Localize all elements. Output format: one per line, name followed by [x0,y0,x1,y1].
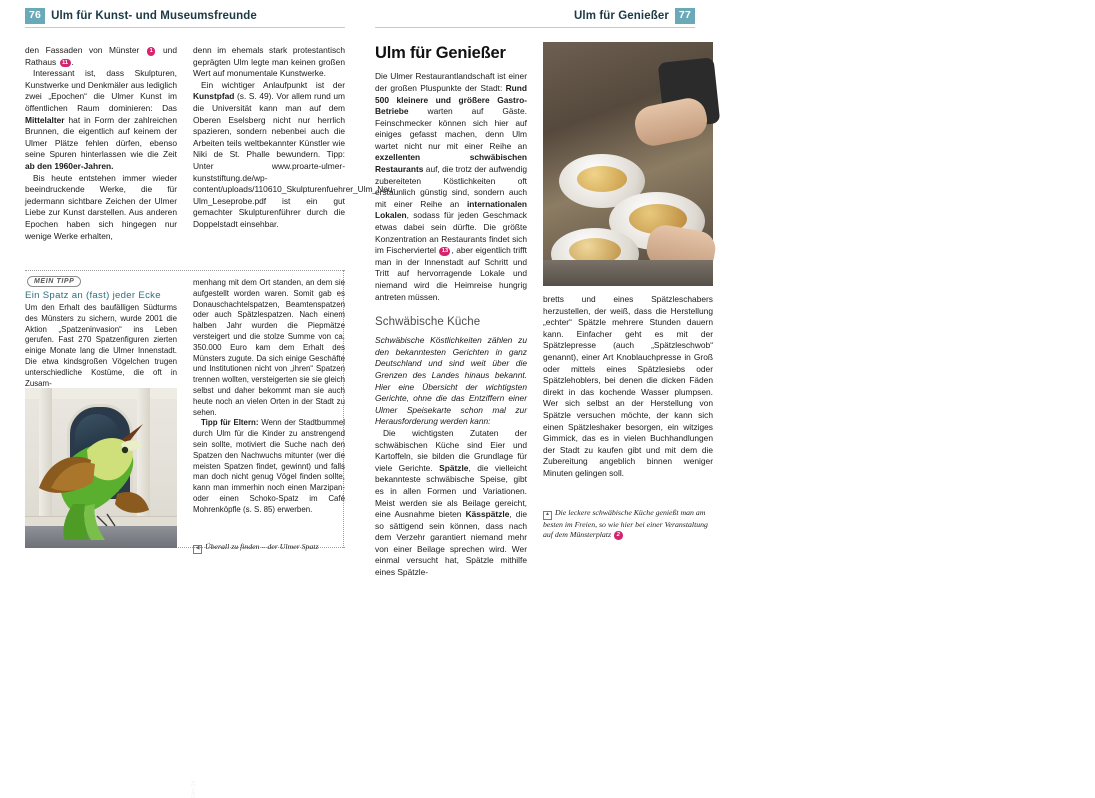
caption-text: Die leckere schwäbische Küche genießt man am besten im Freien, so wie hier bei einer Veranstaltung auf dem Münsterplatz [543,508,708,540]
photo-credit: Ulm 24 [191,780,197,798]
paragraph: Bis heute entstehen immer wieder beeindruckende Werke, die für jedermann sichtbare Zeichen der Ulmer Liebe zur Kunst darstellen. Aus anderen Epochen haben sich hingegen nur wenige Werke erhalten, [25,172,177,241]
header-rule-left [25,27,345,28]
running-head-right [574,8,695,24]
paragraph: Interessant ist, dass Skulpturen, Kunstwerke und Denkmäler aus lediglich zwei „Epochen“ die Ulmer Kunst im öffentlichen Raum dominieren: Das Mittelalter hat in Form der zahlreichen Brunnen, die eigentlich auf keinem der Ulmer Plätze fehlen dürfen, ebenso seine Spuren hinterlassen wie die Zeit ab den 1960er-Jahren. [25,68,177,171]
photo-schwaebische-kueche [543,42,1095,286]
running-head-left [25,8,257,24]
paragraph: denn im ehemals stark protestantisch geprägten Ulm legte man keinen großen Wert auf monumentale Kunstwerke. [193,45,345,79]
paragraph: Die wichtigsten Zutaten der schwäbischen Küche sind Eier und Kartoffeln, sie bilden die Grundlage für viele Gerichte. Spätzle, die vielleicht bekannteste schwäbische Speise, gibt es in allen Formen und Variationen. Meist werden sie als Beilage gereicht, eine Ausnahme bieten Kässpätzle, die so sättigend sein können, dass nach dem Verzehr garantiert niemand mehr von einer Beilage sprechen wird. Wer einmal versucht hat, Spätzle mithilfe eines Spätzle- [375,427,527,578]
chapter-title-left: Ulm für Kunst- und Museumsfreunde [51,9,257,22]
caption-arrow-icon: ▲ [543,511,552,520]
tipp-column-2 [193,278,345,516]
poi-marker-muenster: 1 [147,47,156,56]
paragraph: bretts und eines Spätzleschabers herzustellen, der weiß, dass die Herstellung „echter“ Spätzle mehrere Stunden dauern kann. Einfacher geht es mit der Spätzlepresse (auch „Spätzleschwob“ genannt), einer Art Knoblauchpresse in Groß oder mittels eines Spätzlesiebs oder Spätzlehoblers, bei denen die dicken Fäden direkt in das kochende Wasser plumpsen. Wer sich selbst an der Herstellung von Spätzle versuchen möchte, der kann sich einen Spätzleshaker besorgen, ein witziges Gimmick, das es in vielen Buchhandlungen der Stadt zu kaufen gibt und mit dem die Zubereitung angeblich binnen weniger Minuten gelingen soll. [543,294,713,478]
poi-marker-muensterplatz: 2 [614,531,623,540]
tipp-column-1 [25,303,177,389]
text-column-3 [375,45,527,579]
sparrow-sculpture-icon [25,388,177,548]
poi-marker-rathaus: 11 [60,59,71,68]
page-number-left: 76 [25,8,45,24]
mein-tipp-badge: MEIN TIPP [27,276,81,287]
text-column-1 [25,45,177,242]
paragraph-italic-intro: Schwäbische Köstlichkeiten zählen zu den bekanntesten Gerichten in ganz Deutschland und sind weit über die Grenzen des Landes hinaus bekannt. Hier eine Übersicht der wichtigsten Gerichte, ohne die das Entziffern einer Ulmer Speisekarte schon mal zur Herausforderung werden kann: [375,335,527,427]
tipp-heading: Ein Spatz an (fast) jeder Ecke [25,290,161,301]
page-title: Ulm für Genießer [375,44,506,62]
poi-marker-fischerviertel: 13 [439,247,450,256]
photo-ulmer-spatz [25,388,197,798]
text-column-4 [543,294,713,480]
chapter-title-right: Ulm für Genießer [574,9,669,22]
paragraph: den Fassaden von Münster 1 und Rathaus 11 . [25,45,177,67]
header-rule-right [375,27,695,28]
paragraph: Die Ulmer Restaurantlandschaft ist einer der großen Pluspunkte der Stadt: Rund 500 kleinere und größere Gastro-Betriebe warten auf Gäste. Feinschmecker können sich hier auf einiges gefasst machen, denn Ulm wartet nicht nur mit einer Reihe an exzellenten schwäbischen Restaurants auf, die trotz der aufwendig zubereiteten Köstlichkeiten oft erstaunlich günstig sind, sondern auch mit einer Reihe an internationalen Lokalen, sodass für jeden Geschmack etwas dabei sein dürfte. Die größte Konzentration an Restaurants findet sich im Fischerviertel 13 , aber eigentlich trifft man in der Innenstadt auf Schritt und Tritt auf hervorragende Lokale und niemand wird die Heimreise hungrig antreten müssen. [375,71,527,302]
caption-ulmer-spatz [193,542,345,554]
caption-arrow-icon: ◀ [193,545,202,554]
caption-text: Überall zu finden – der Ulmer Spatz [205,542,319,551]
paragraph: Tipp für Eltern: Wenn der Stadtbummel durch Ulm für die Kinder zu anstrengend sein sollte, motiviert die Suche nach den Spatzen den Nachwuchs mitunter (wer die meisten Spatzen findet, gewinnt) und falls man doch nicht genug Vögel finden sollte, kann man immerhin noch einen Marzipan- oder einen Schoko-Spatz im Café Mohrenköpfle (s. S. 85) erwerben. [193,418,345,514]
paragraph: Um den Erhalt des baufälligen Südturms des Münsters zu sichern, wurde 2001 die Aktion „Spatzeninvasion“ ins Leben gerufen. Fast 270 Spatzenfiguren zierten einige Monate lang die Ulmer Innenstadt. Die etwa kindsgroßen Vögelchen trugen unterschiedliche Kostüme, die oft in Zusam- [25,303,177,388]
paragraph: Ein wichtiger Anlaufpunkt ist der Kunstpfad (s. S. 49). Vor allem rund um die Universität kann man auf dem Oberen Eselsberg nicht nur herrlich spazieren, sondern nebenbei auch die Arbeiten teils weltbekannter Künstler wie Niki de St. Phalle bewundern. Tipp: Unter www.proarte-ulmer-kunststiftung.de/wp-content/uploads/110610_Skulpturenfuehrer_Ulm_Neu-Ulm_Leseprobe.pdf ist ein gut gemachter Skulpturenführer durch die Doppelstadt einsehbar. [193,79,396,229]
food-portion-graphic [577,166,627,192]
paragraph: menhang mit dem Ort standen, an dem sie aufgestellt worden waren. Somit gab es Donauschachtelspatzen, Beamtenspatzen oder auch Spätzlespatzen. Nach einem halben Jahr wurden die Piepmätze versteigert und die stolze Summe von ca. 350.000 Euro kam dem Erhalt des Münsters zugute. Da sich einige Geschäfte und Institutionen nicht von „ihren“ Spatzen trennen wollten, versteigerten sie sie gleich selbst und daher bekommt man sie auch heute noch an vielen Orten in der Stadt zu sehen. [193,278,345,417]
caption-schwaebische-kueche [543,508,713,541]
text-column-2 [193,45,396,231]
page-number-right: 77 [675,8,695,24]
photo-credit: © Karl Ehrenfels, stock.adobe.com [1089,88,1095,181]
table-edge-graphic [543,260,713,286]
tipp-rule-top [25,270,345,271]
subheading-schwaebische-kueche: Schwäbische Küche [375,316,481,329]
